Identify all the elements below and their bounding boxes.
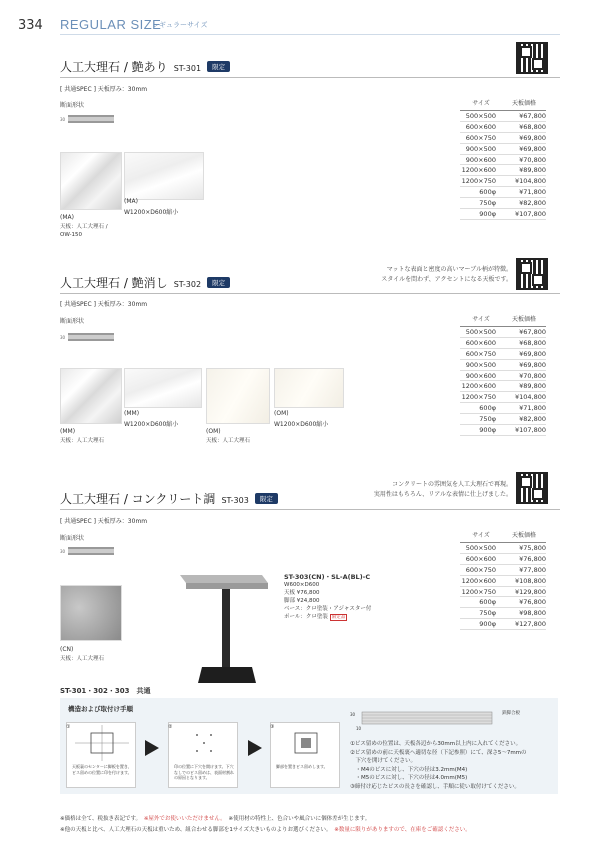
price-row [460,564,546,575]
step-1-diagram [67,723,137,763]
size-cell: 500×500 [460,543,502,554]
price-row [460,543,546,554]
size-cell: 1200×600 [460,165,502,176]
size-cell: 900×500 [460,359,502,370]
col-size: サイズ [460,98,502,111]
price-row [460,392,546,403]
note-text: ※他の天板と比べ、人工大理石の天板は重いため、組合わせる脚部を1サイズ大きいものよりお選びください。 [60,827,329,833]
size-cell: 900φ [460,619,502,630]
price-row [460,586,546,597]
col-price: 天板価格 [502,530,546,543]
price-row [460,187,546,198]
profile-diagram [60,112,116,126]
step-2-text: 印の位置に下穴を開けます。下穴なしでのビス留めは、表面材割れの原因となります。 [174,764,234,781]
size-cell: 600×600 [460,337,502,348]
size-cell: 1200×750 [460,392,502,403]
spec-text: [ 共通SPEC ] 天板厚み：30mm [60,86,148,93]
price-table-st301 [460,98,546,220]
price-cell: ¥76,800 [502,597,546,608]
swatch-om-corner [206,368,270,424]
section-rule [60,509,560,510]
step-1-panel [66,722,136,788]
section-rule [60,293,560,294]
price-row [460,414,546,425]
qr-code-icon[interactable] [516,472,548,504]
instruction-line: ③締付け応じたビスの長さを確認し、手順に従い取付けてください。 [350,783,520,790]
price-cell: ¥71,800 [502,403,546,414]
header-title: REGULAR SIZE [60,17,162,32]
size-cell: 750φ [460,198,502,209]
price-cell: ¥89,800 [502,381,546,392]
size-cell: 600φ [460,597,502,608]
qr-code-icon[interactable] [516,42,548,74]
instruction-line: ・M5のビスに対し、下穴の径は4.0mm(M5) [350,775,468,782]
size-cell: 600φ [460,403,502,414]
set-line: ポール：クロ塗装 [284,614,328,621]
price-row [460,403,546,414]
instruction-line: 下穴を開けてください。 [350,758,417,765]
price-cell: ¥89,800 [502,165,546,176]
price-row [460,176,546,187]
profile-label: 断面形状 [60,535,85,542]
price-cell: ¥68,800 [502,337,546,348]
svg-text:30: 30 [60,549,66,554]
price-cell: ¥104,800 [502,392,546,403]
note-text: ※価格は全て、税抜き表記です。 [60,816,139,822]
col-size: サイズ [460,314,502,327]
common-title: ST-301・302・303 共通 [60,687,151,695]
price-row [460,198,546,209]
size-cell: 900φ [460,209,502,220]
desc-line: 実用性はもちろん、リアルな表情に仕上げました。 [373,490,512,498]
item-code: (CN) [60,646,74,653]
header-subtitle: レギュラーサイズ [152,21,208,29]
page-number: 334 [18,18,43,33]
price-row [460,121,546,132]
swatch-mm-flat [124,368,202,408]
price-cell: ¥69,800 [502,359,546,370]
price-cell: ¥107,800 [502,209,546,220]
price-row [460,154,546,165]
desc-line: マットな表面と密度の高いマーブル柄が特徴。 [386,266,512,273]
section-description [330,265,512,284]
note-text-red: ※数量に限りがありますので、在庫をご確認ください。 [334,827,471,833]
size-cell: 900×600 [460,370,502,381]
install-instructions [350,740,555,791]
price-row [460,553,546,564]
size-cell: 600×750 [460,132,502,143]
price-cell: ¥70,800 [502,370,546,381]
step-3-diagram [271,723,341,763]
instruction-line: ②ビス留めの前に天板裏へ適切な径（下記参照）にて、深さ5〜7mmの [350,749,527,756]
item-code: (OM) [206,428,221,435]
price-row [460,337,546,348]
set-size: W600×D600 [284,582,320,589]
profile-label: 断面形状 [60,318,85,325]
step-2-number: ② [168,724,173,730]
price-cell: ¥77,800 [502,564,546,575]
price-cell: ¥69,800 [502,348,546,359]
size-cell: 600×600 [460,553,502,564]
size-cell: 1200×600 [460,381,502,392]
limited-item-badge: 限定品 [331,615,346,621]
price-row [460,348,546,359]
set-line: 脚部 ¥24,800 [284,598,320,605]
size-cell: 900×600 [460,154,502,165]
price-row [460,597,546,608]
table-set-image [172,565,268,693]
profile-label: 断面形状 [60,102,85,109]
price-row [460,165,546,176]
note-text: ※使用材の特性上、色合いや風合いに個体差が生じます。 [228,816,371,822]
step-3-panel [270,722,340,788]
price-row [460,209,546,220]
qr-code-icon[interactable] [516,258,548,290]
svg-text:30: 30 [60,335,66,340]
item-caption: 天板：人工大理石 [60,656,105,662]
price-cell: ¥69,800 [502,143,546,154]
set-line: 天板 ¥76,800 [284,590,320,597]
price-cell: ¥70,800 [502,154,546,165]
section-title-text: 人工大理石 / 艶消し [60,276,168,290]
item-code: (MA) [124,198,138,205]
section-code: ST-302 [173,280,202,289]
step-1-number: ① [66,724,71,730]
footer-note [60,814,560,822]
price-cell: ¥129,800 [502,586,546,597]
item-caption: 天板：人工大理石 / OW-150 [60,224,108,238]
swatch-ma-flat [124,152,204,200]
note-text-red: ※屋外でお使いいただけません。 [143,816,224,822]
diagram-label: 鉄脚合板 [502,711,520,716]
size-cell: 600φ [460,187,502,198]
item-caption: W1200×D600縮小 [124,209,179,216]
footer-note [60,825,560,833]
desc-line: スタイルを問わず、アクセントになる天板です。 [381,275,512,283]
price-cell: ¥69,800 [502,132,546,143]
price-cell: ¥98,800 [502,608,546,619]
size-cell: 750φ [460,414,502,425]
board-cross-section-diagram [350,704,500,734]
set-line: ベース：クロ塗装・アジャスター付 [284,606,372,613]
price-cell: ¥67,800 [502,111,546,122]
price-cell: ¥82,800 [502,414,546,425]
item-code: (OM) [274,410,289,417]
limited-badge: 限定 [207,277,230,288]
price-cell: ¥82,800 [502,198,546,209]
item-caption: W1200×D600縮小 [274,421,329,428]
swatch-cn-corner [60,585,122,641]
instruction-line: ①ビス留めの位置は、天板各辺から30mm以上内に入れてください。 [350,741,522,747]
price-cell: ¥76,800 [502,553,546,564]
price-row [460,143,546,154]
price-row [460,327,546,338]
item-code: (MM) [60,428,76,435]
price-row [460,608,546,619]
price-cell: ¥68,800 [502,121,546,132]
size-cell: 900φ [460,425,502,436]
profile-diagram [60,544,116,558]
price-row [460,381,546,392]
section-title-st301 [60,58,230,75]
size-cell: 600×750 [460,564,502,575]
size-cell: 900×500 [460,143,502,154]
swatch-ma-corner [60,152,122,210]
set-name: ST-303(CN)・SL-A(BL)-C [284,573,371,581]
instruction-line: ・M4のビスに対し、下穴の径は3.2mm(M4) [350,766,468,773]
price-row [460,575,546,586]
col-size: サイズ [460,530,502,543]
spec-text: [ 共通SPEC ] 天板厚み：30mm [60,301,148,308]
section-title-text: 人工大理石 / コンクリート調 [60,492,216,506]
section-code: ST-303 [221,496,249,505]
price-cell: ¥75,800 [502,543,546,554]
size-cell: 500×500 [460,111,502,122]
size-cell: 600×600 [460,121,502,132]
price-table-st302 [460,314,546,436]
limited-badge: 限定 [207,61,230,72]
item-caption: 天板：人工大理石 [206,438,251,444]
section-code: ST-301 [173,64,202,73]
section-title-st303 [60,490,278,507]
structure-title: 構造および取付け手順 [68,705,133,713]
col-price: 天板価格 [502,314,546,327]
price-cell: ¥108,800 [502,575,546,586]
size-cell: 500×500 [460,327,502,338]
arrow-right-icon [145,740,159,756]
price-table-st303 [460,530,546,630]
section-rule [60,77,560,78]
item-caption: 天板：人工大理石 [60,438,105,444]
diagram-dim: 30 [350,712,356,717]
arrow-right-icon [248,740,262,756]
price-row [460,619,546,630]
spec-text: [ 共通SPEC ] 天板厚み：30mm [60,518,148,525]
price-row [460,111,546,122]
price-row [460,370,546,381]
size-cell: 1200×750 [460,176,502,187]
price-cell: ¥127,800 [502,619,546,630]
step-1-text: 天板裏のセンターに脚板を置き、ビス留めの位置に印を付けます。 [72,764,132,775]
size-cell: 1200×750 [460,586,502,597]
section-title-text: 人工大理石 / 艶あり [60,60,168,74]
size-cell: 1200×600 [460,575,502,586]
swatch-om-flat [274,368,344,408]
size-cell: 600×750 [460,348,502,359]
price-row [460,425,546,436]
price-cell: ¥104,800 [502,176,546,187]
step-3-text: 脚部を置きビス留めします。 [276,764,328,769]
step-2-diagram [169,723,239,763]
desc-line: コンクリートの雰囲気を人工大理石で再現。 [392,481,512,488]
limited-badge: 限定 [255,493,278,504]
header-rule [60,34,560,35]
section-title-st302 [60,274,230,291]
set-details [284,573,424,622]
item-code: (MA) [60,214,74,221]
profile-diagram [60,330,116,344]
diagram-dim: 10 [356,726,362,731]
step-3-number: ③ [270,724,275,730]
col-price: 天板価格 [502,98,546,111]
svg-text:30: 30 [60,117,66,122]
swatch-mm-corner [60,368,122,424]
section-description [310,480,512,499]
price-cell: ¥107,800 [502,425,546,436]
size-cell: 750φ [460,608,502,619]
item-code: (MM) [124,410,140,417]
item-caption: W1200×D600縮小 [124,421,179,428]
price-row [460,132,546,143]
price-row [460,359,546,370]
price-cell: ¥71,800 [502,187,546,198]
price-cell: ¥67,800 [502,327,546,338]
